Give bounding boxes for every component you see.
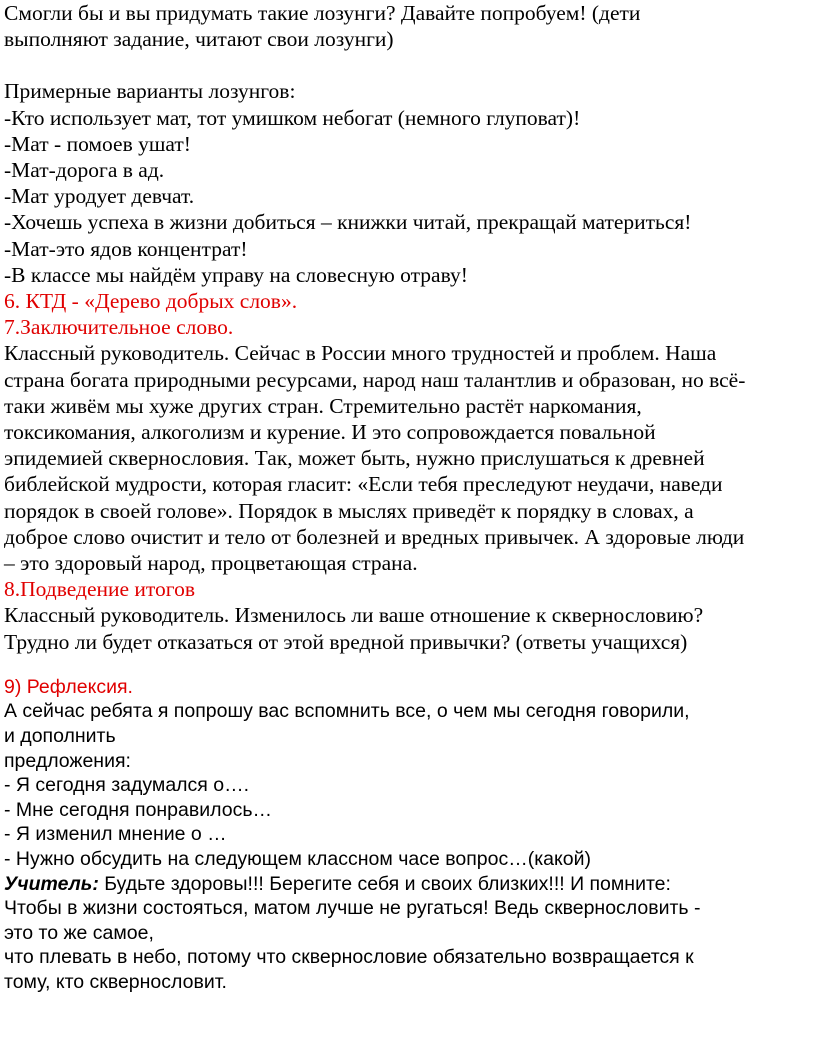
paragraph-line: эпидемией сквернословия. Так, может быть, нужно прислушаться к древней [4, 446, 705, 471]
closing-line: Чтобы в жизни состояться, матом лучше не ругаться! Ведь сквернословить - [4, 897, 701, 920]
slogan-item: -Мат уродует девчат. [4, 184, 195, 209]
paragraph-line: Классный руководитель. Изменилось ли ваше отношение к сквернословию? [4, 603, 704, 628]
spacer [0, 52, 816, 78]
section-8-heading: 8.Подведение итогов [4, 577, 195, 602]
intro-block [0, 0, 816, 52]
paragraph-line: предложения: [4, 749, 131, 772]
teacher-label: Учитель: [4, 872, 99, 895]
paragraph-line: страна богата природными ресурсами, народ наш талантлив и образован, но всё- [4, 367, 746, 392]
teacher-line [4, 872, 816, 897]
paragraph-line: порядок в своей голове». Порядок в мыслях приведёт к порядку в словах, а [4, 498, 694, 523]
paragraph-line: Трудно ли будет отказаться от этой вредной привычки? (ответы учащихся) [4, 629, 688, 654]
spacer [0, 655, 816, 675]
intro-line: выполняют задание, читают свои лозунги) [4, 27, 394, 52]
section-7-block [0, 288, 816, 576]
reflection-item: - Я изменил мнение о … [4, 823, 227, 846]
reflection-item: - Нужно обсудить на следующем классном часе вопрос…(какой) [4, 848, 591, 871]
slogan-item: -В классе мы найдём управу на словесную отраву! [4, 262, 468, 287]
paragraph-line: А сейчас ребята я попрошу вас вспомнить все, о чем мы сегодня говорили, [4, 700, 690, 723]
closing-line: тому, кто сквернословит. [4, 971, 227, 993]
section-7-heading: 7.Заключительное слово. [4, 315, 234, 340]
slogan-item: -Мат-это ядов концентрат! [4, 236, 248, 261]
slogan-item: -Мат - помоев ушат! [4, 131, 191, 156]
slogans-title: Примерные варианты лозунгов: [4, 79, 296, 104]
closing-line: что плевать в небо, потому что сквернословие обязательно возвращается к [4, 946, 694, 969]
slogan-item: -Кто использует мат, тот умишком небогат (немного глуповат)! [4, 105, 581, 130]
reflection-item: - Я сегодня задумался о…. [4, 774, 250, 797]
section-6-heading: 6. КТД - «Дерево добрых слов». [4, 289, 298, 314]
paragraph-line: – это здоровый народ, процветающая страна. [4, 551, 418, 576]
paragraph-line: и дополнить [4, 725, 116, 748]
reflection-item: - Мне сегодня понравилось… [4, 798, 272, 821]
section-8-block [0, 576, 816, 655]
section-9-heading: 9) Рефлексия. [4, 675, 133, 698]
slogans-block [0, 78, 816, 288]
teacher-speech: Будьте здоровы!!! Берегите себя и своих близких!!! И помните: [98, 872, 671, 895]
paragraph-line: Классный руководитель. Сейчас в России много трудностей и проблем. Наша [4, 341, 717, 366]
paragraph-line: доброе слово очистит и тело от болезней и вредных привычек. А здоровые люди [4, 524, 745, 549]
paragraph-line: токсикомания, алкоголизм и курение. И это сопровождается повальной [4, 420, 656, 445]
paragraph-line: таки живём мы хуже других стран. Стремительно растёт наркомания, [4, 393, 642, 418]
slogan-item: -Хочешь успеха в жизни добиться – книжки читай, прекращай материться! [4, 210, 692, 235]
section-9-block [0, 675, 816, 995]
closing-line: это то же самое, [4, 921, 154, 944]
intro-line: Смогли бы и вы придумать такие лозунги? Давайте попробуем! (дети [4, 1, 641, 25]
paragraph-line: библейской мудрости, которая гласит: «Если тебя преследуют неудачи, наведи [4, 472, 723, 497]
slogan-item: -Мат-дорога в ад. [4, 158, 165, 183]
